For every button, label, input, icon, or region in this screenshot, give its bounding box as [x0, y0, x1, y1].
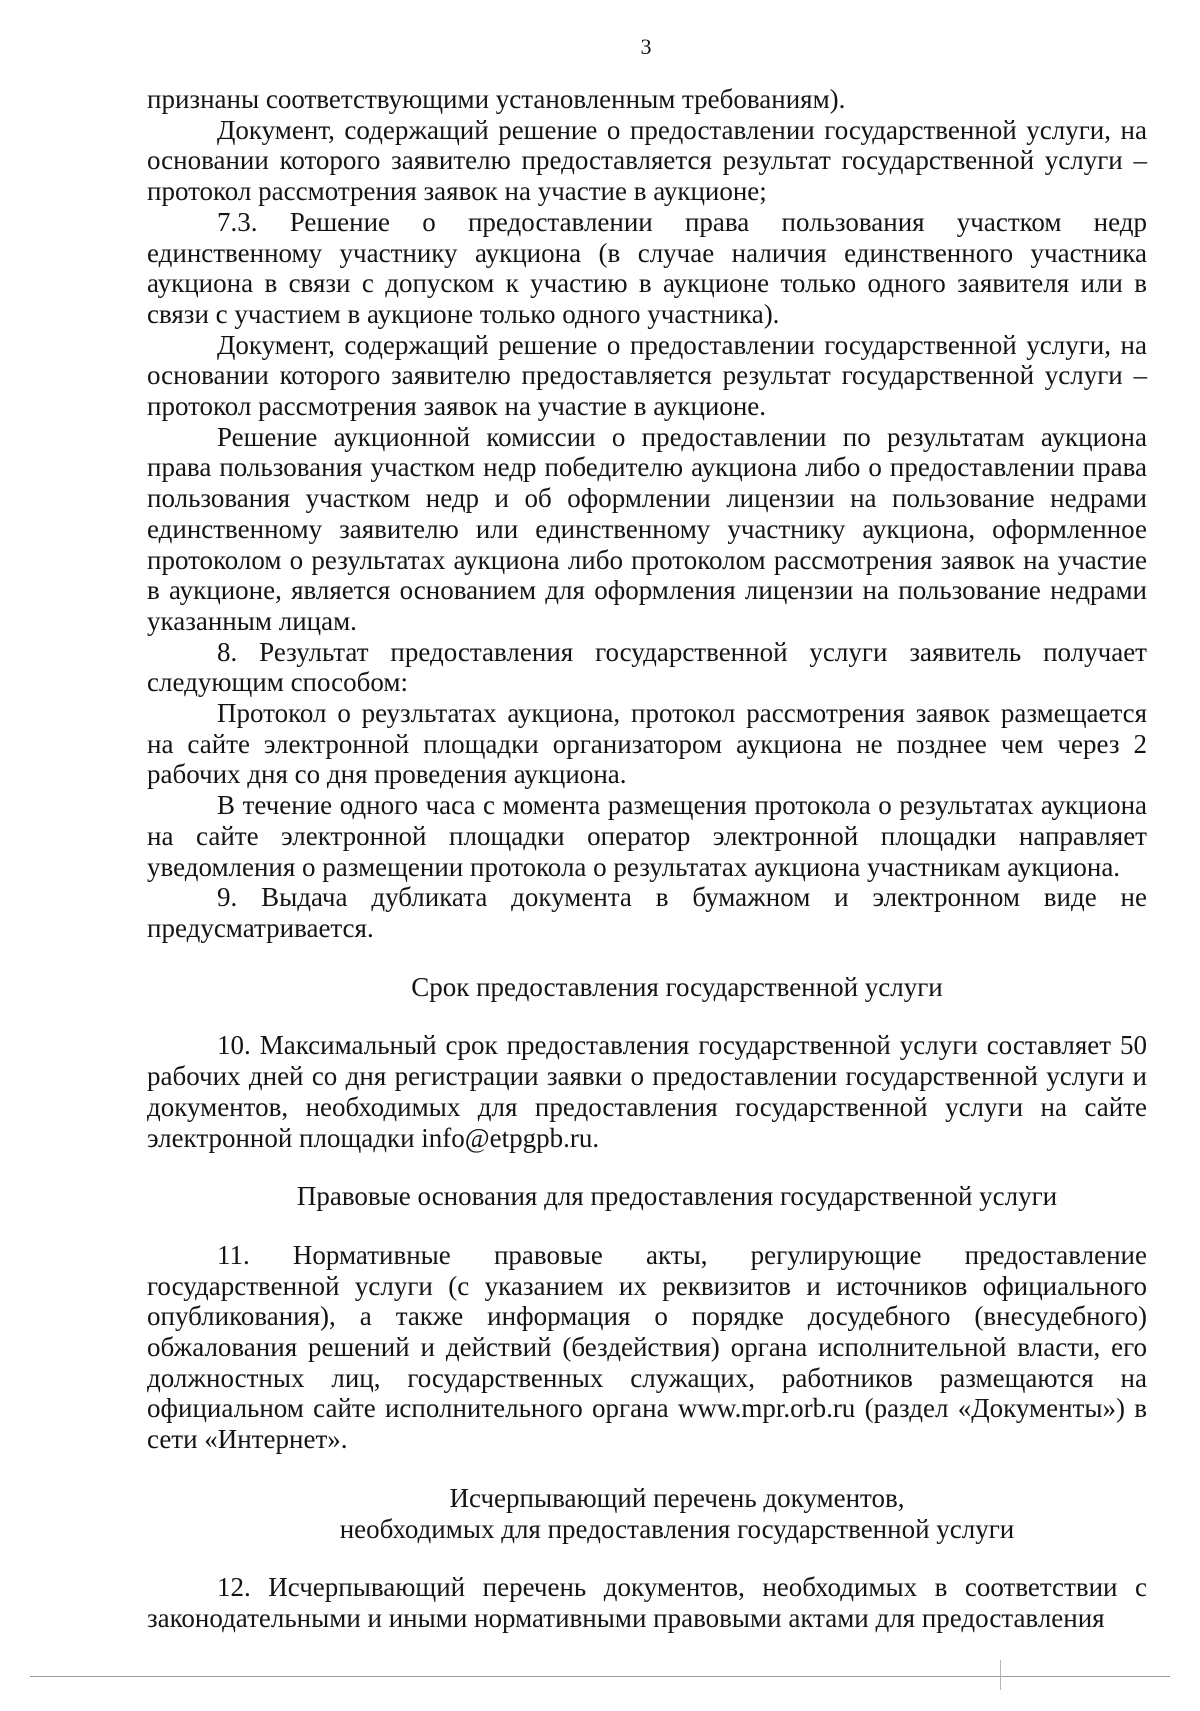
paragraph-decision-document-2: Документ, содержащий решение о предоставлении государственной услуги, на основании которого заявителю предоставляется результат государственной услуги – протокол рассмотрения заявок на участие в аукционе. — [147, 329, 1147, 422]
paragraph-auction-commission-decision: Решение аукционной комиссии о предоставлении по результатам аукциона права пользования участком недр победителю аукциона либо о предоставлении права пользования участком недр и об оформлении лицензии на пользование недрами единственному заявителю или единственному участнику аукциона, оформленное протоколом о результатах аукциона либо протоколом рассмотрения заявок на участие в аукционе, является основанием для оформления лицензии на пользование недрами указанным лицам. — [147, 421, 1147, 636]
paragraph-protocol-publication: Протокол о реузльтатах аукциона, протокол рассмотрения заявок размещается на сайте электронной площадки организатором аукциона не позднее чем через 2 рабочих дня со дня проведения аукциона. — [147, 698, 1147, 790]
section-heading-documents-list-line-2: необходимых для предоставления государственной услуги — [339, 1513, 1015, 1544]
section-heading-documents-list-line-1: Исчерпывающий перечень документов, — [449, 1482, 905, 1513]
document-body — [147, 84, 1147, 1634]
page-number: 3 — [640, 34, 652, 59]
scan-edge-mark — [1000, 1660, 1001, 1690]
section-heading-legal-grounds — [147, 1181, 1147, 1212]
paragraph-11: 11. Нормативные правовые акты, регулирующие предоставление государственной услуги (с указанием их реквизитов и источников официального опубликования), а также информация о порядке досудебного (внесудебного) обжалования решений и действий (бездействия) органа исполнительной власти, его должностных лиц, государственных служащих, работников размещаются на официальном сайте исполнительного органа www.mpr.orb.ru (раздел «Документы») в сети «Интернет». — [147, 1239, 1147, 1455]
paragraph-8: 8. Результат предоставления государственной услуги заявитель получает следующим способом: — [147, 636, 1147, 698]
section-heading-term — [147, 972, 1147, 1003]
bottom-rule — [30, 1676, 1170, 1677]
paragraph-continuation: признаны соответствующими установленным требованиям). — [147, 84, 846, 114]
paragraph-operator-notification: В течение одного часа с момента размещения протокола о результатах аукциона на сайте электронной площадки оператор электронной площадки направляет уведомления о размещении протокола о результатах аукциона участникам аукциона. — [147, 790, 1147, 882]
section-heading-documents-list — [147, 1483, 1147, 1544]
paragraph-9: 9. Выдача дубликата документа в бумажном и электронном виде не предусматривается. — [147, 882, 1147, 943]
section-heading-legal-grounds-line-1: Правовые основания для предоставления государственной услуги — [296, 1181, 1058, 1212]
paragraph-decision-document-1: Документ, содержащий решение о предоставлении государственной услуги, на основании которого заявителю предоставляется результат государственной услуги – протокол рассмотрения заявок на участие в аукционе; — [147, 114, 1147, 207]
paragraph-7-3: 7.3. Решение о предоставлении права пользования участком недр единственному участнику аукциона (в случае наличия единственного участника аукциона в связи с допуском к участию в аукционе только одного заявителя или в связи с участием в аукционе только одного участника). — [147, 206, 1147, 329]
paragraph-12: 12. Исчерпывающий перечень документов, необходимых в соответствии с законодательными и иными нормативными правовыми актами для предоставления — [147, 1572, 1147, 1633]
section-heading-term-line-1: Срок предоставления государственной услуги — [411, 971, 943, 1002]
paragraph-10: 10. Максимальный срок предоставления государственной услуги составляет 50 рабочих дней со дня регистрации заявки о предоставлении государственной услуги и документов, необходимых для предоставления государственной услуги на сайте электронной площадки info@etpgpb.ru. — [147, 1030, 1147, 1153]
